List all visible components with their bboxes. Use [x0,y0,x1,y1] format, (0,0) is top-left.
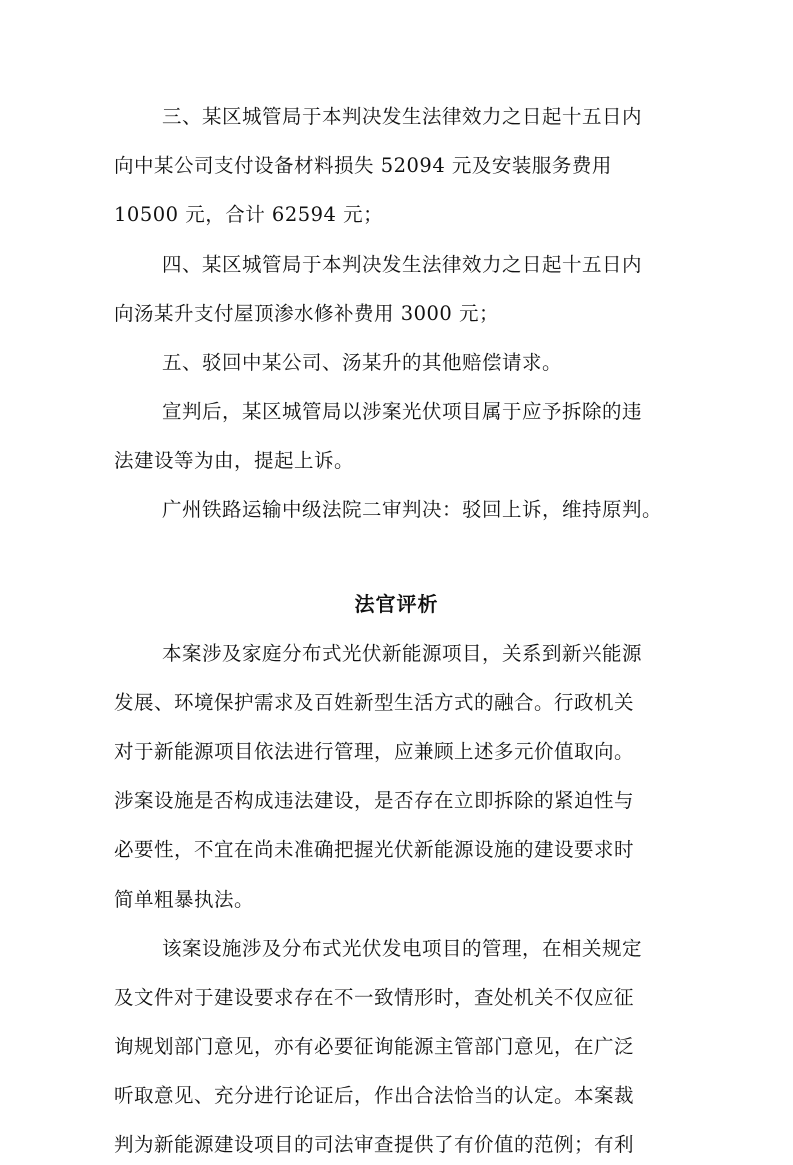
text-line: 判为新能源建设项目的司法审查提供了有价值的范例；有利 [114,1133,635,1156]
text-line: 三、某区城管局于本判决发生法律效力之日起十五日内 [162,105,643,128]
text-line: 广州铁路运输中级法院二审判决：驳回上诉，维持原判。 [162,498,663,521]
text-line: 听取意见、充分进行论证后，作出合法恰当的认定。本案裁 [114,1084,635,1107]
text-line: 及文件对于建设要求存在不一致情形时，查处机关不仅应征 [114,986,635,1009]
text-line: 简单粗暴执法。 [114,888,255,911]
text-line: 对于新能源项目依法进行管理，应兼顾上述多元价值取向。 [114,740,635,763]
text-line: 涉案设施是否构成违法建设，是否存在立即拆除的紧迫性与 [114,789,635,812]
text-line: 四、某区城管局于本判决发生法律效力之日起十五日内 [162,253,643,276]
text-line: 发展、环境保护需求及百姓新型生活方式的融合。行政机关 [114,691,635,714]
text-line: 询规划部门意见，亦有必要征询能源主管部门意见，在广泛 [114,1035,635,1058]
text-line: 五、驳回中某公司、汤某升的其他赔偿请求。 [162,351,563,374]
text-line: 该案设施涉及分布式光伏发电项目的管理，在相关规定 [162,937,643,960]
text-line: 宣判后，某区城管局以涉案光伏项目属于应予拆除的违 [162,400,643,423]
text-line: 10500 元，合计 62594 元； [114,203,384,226]
text-line: 向汤某升支付屋顶渗水修补费用 3000 元； [114,302,500,325]
section-heading: 法官评析 [354,592,439,616]
text-line: 本案涉及家庭分布式光伏新能源项目，关系到新兴能源 [162,642,643,665]
text-line: 法建设等为由，提起上诉。 [114,449,355,472]
text-line: 必要性，不宜在尚未准确把握光伏新能源设施的建设要求时 [114,838,635,861]
text-line: 向中某公司支付设备材料损失 52094 元及安装服务费用 [114,154,612,177]
